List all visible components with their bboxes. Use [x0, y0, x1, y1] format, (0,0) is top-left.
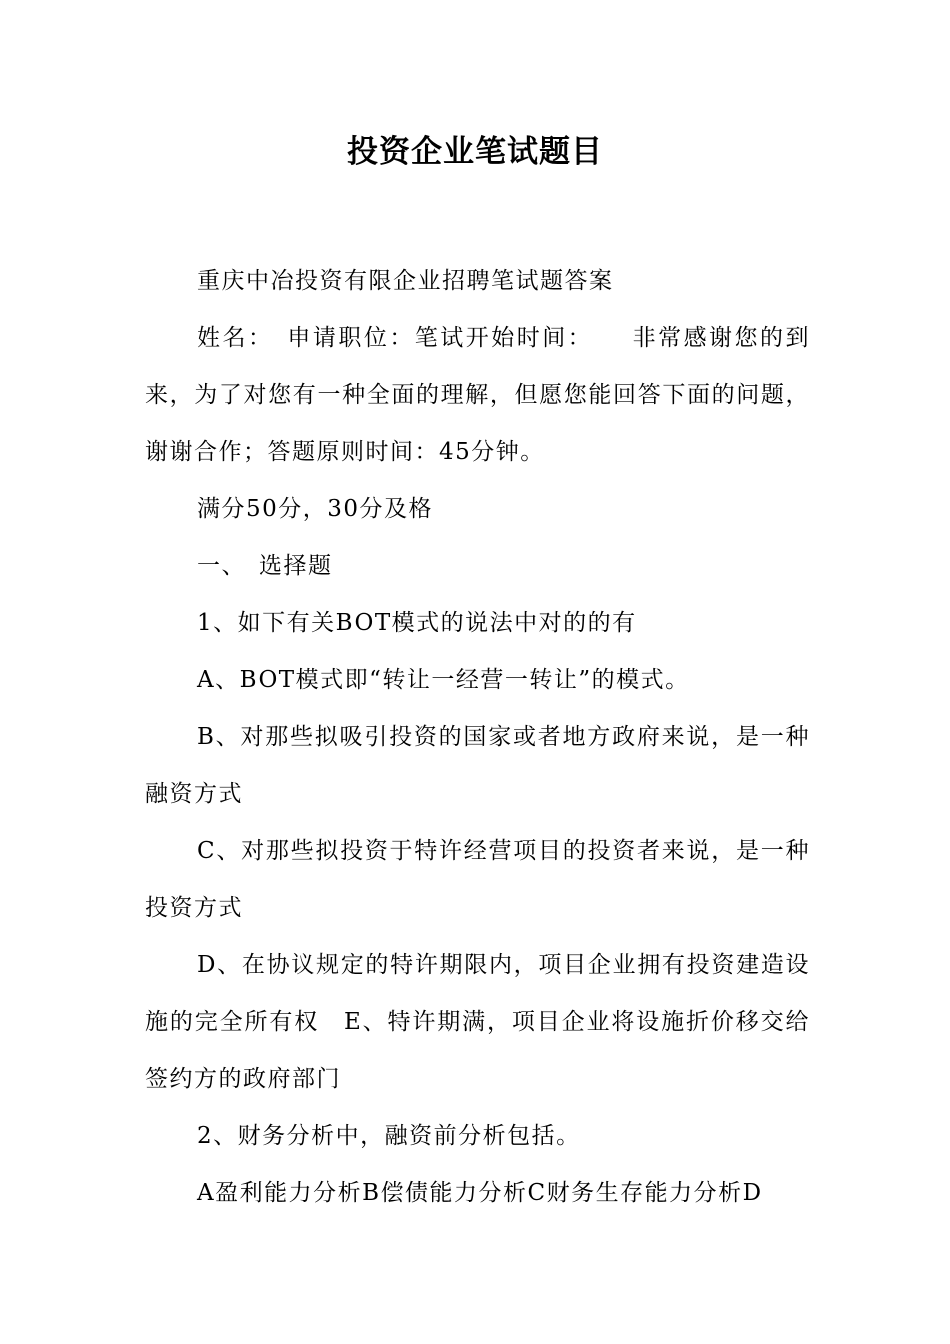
- question-1-option-b: B、对那些拟吸引投资的国家或者地方政府来说，是一种融资方式: [145, 724, 810, 807]
- company-heading: 重庆中冶投资有限企业招聘笔试题答案: [197, 268, 614, 294]
- question-2: 2、财务分析中，融资前分析包括。: [197, 1123, 581, 1149]
- score-line: 满分50分，30分及格: [197, 496, 434, 522]
- document-body: [145, 253, 810, 1222]
- section-heading: 一、 选择题: [197, 553, 333, 579]
- intro-paragraph: 姓名： 申请职位：笔试开始时间： 非常感谢您的到来，为了对您有一种全面的理解，但愿您能回答下面的问题，谢谢合作；答题原则时间：45分钟。: [145, 325, 810, 465]
- question-1: 1、如下有关BOT模式的说法中对的的有: [197, 610, 637, 636]
- question-1-option-c: C、对那些拟投资于特许经营项目的投资者来说，是一种投资方式: [145, 838, 810, 921]
- question-1-option-a: A、BOT模式即“转让一经营一转让”的模式。: [197, 667, 690, 693]
- question-1-option-d-e: D、在协议规定的特许期限内，项目企业拥有投资建造设施的完全所有权 E、特许期满，项目企业将设施折价移交给签约方的政府部门: [145, 952, 810, 1092]
- question-2-options: A盈利能力分析B偿债能力分析C财务生存能力分析D: [197, 1180, 763, 1206]
- document-title: 投资企业笔试题目: [347, 134, 603, 170]
